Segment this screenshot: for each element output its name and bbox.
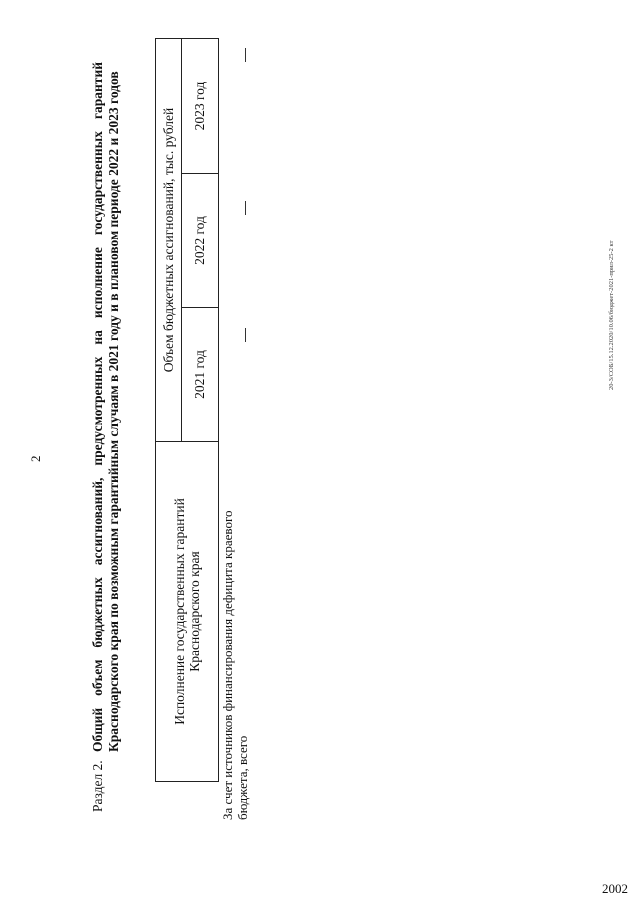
- table-header-year-2021: 2021 год: [182, 307, 218, 441]
- table-header-year-2023: 2023 год: [192, 81, 207, 131]
- table-header-volume: Объем бюджетных ассигнований, тыс. рублей: [156, 39, 182, 441]
- table-header-execution: Исполнение государственных гарантий Краснодарского края: [156, 441, 218, 781]
- section-prefix: Раздел 2.: [90, 760, 105, 812]
- guarantees-table: [155, 38, 219, 782]
- table-row-value-2022: [245, 201, 246, 215]
- page-number: 2: [28, 455, 43, 462]
- table-row-label: За счет источников финансирования дефицита краевого бюджета, всего: [220, 510, 250, 820]
- corner-number: 2002: [602, 881, 628, 896]
- table-header-year-2022: 2022 год: [182, 173, 218, 307]
- table-row-value-2023: [245, 48, 246, 62]
- table-row-value-2021: [245, 328, 246, 342]
- document-stamp: 20-3/СОБ/15.12.2020/10.06/бюджет-2021-прил-25-2 кт: [608, 240, 615, 390]
- section-title: Общий объем бюджетных ассигнований, предусмотренных на исполнение государственных гарантий Краснодарского края по возможным гарантийным случаям в 2021 году и в плановом периоде 2022 и 2023 годов: [90, 62, 121, 752]
